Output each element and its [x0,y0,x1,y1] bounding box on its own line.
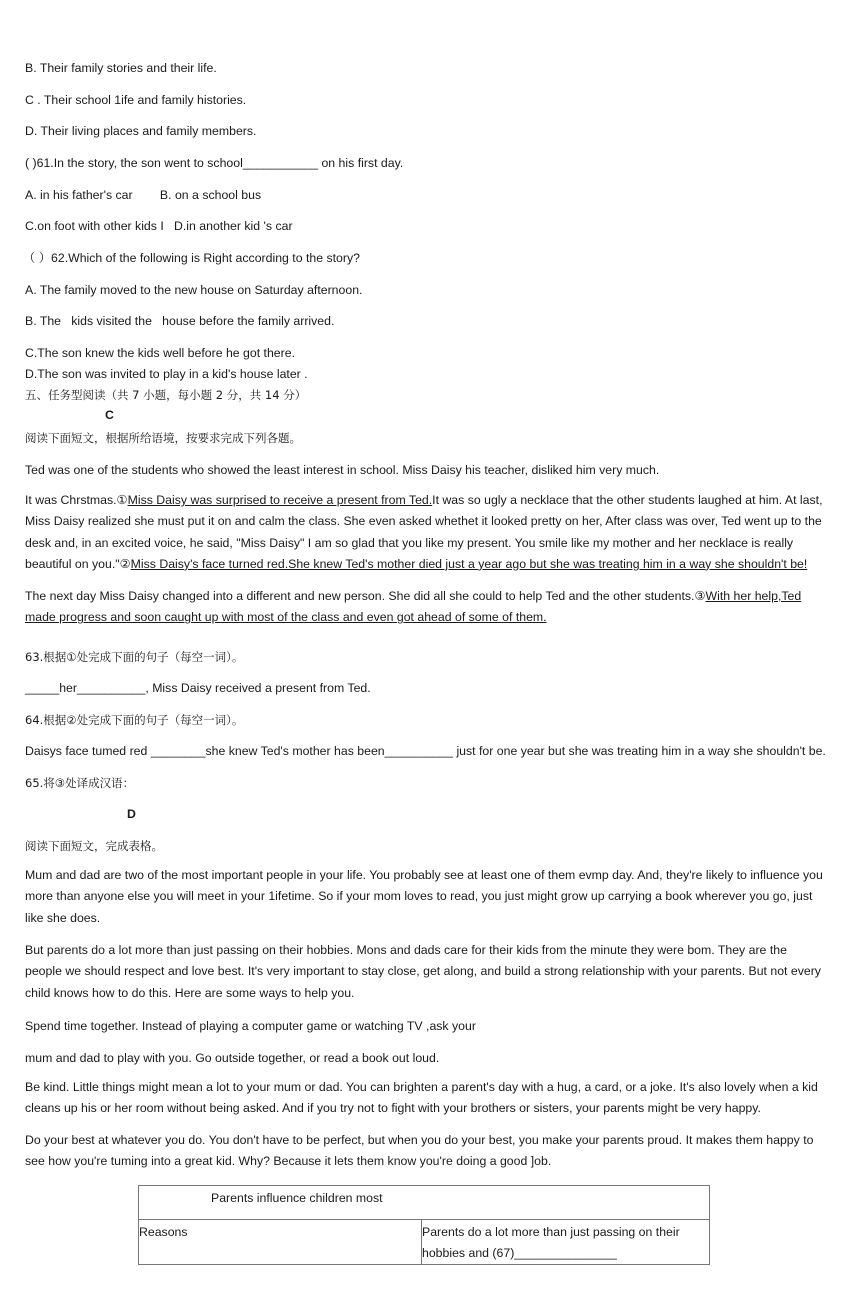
table-title: Parents influence children most [139,1186,710,1220]
passage-d-paragraph-6: Do your best at whatever you do. You don't have to be perfect, but when you do your best, you make your parents proud. It makes them happy to see how you're tuming into a great kid. Why? Because it lets them know you're doing a good ]ob. [25,1133,814,1169]
q62-option-a: A. The family moved to the new house on Saturday afternoon. [25,283,363,297]
passage-c-paragraph-3 [25,586,825,629]
passage-d-paragraph-3: Spend time together. Instead of playing a computer game or watching TV ,ask your [25,1019,476,1033]
question-63-fill: _____her__________, Miss Daisy received a present from Ted. [25,681,371,695]
underlined-sentence-3: With her help,Ted made progress and soon caught up with most of the class and even got ahead of some of them. [25,589,802,625]
q62-option-d: D.The son was invited to play in a kid's house later . [25,367,308,381]
instruction-d: 阅读下面短文，完成表格。 [25,839,163,853]
passage-c-p2-text-b: It was so ugly a necklace that the other students laughed at him. At last, Miss Daisy realized she must put it on and calm the class. She even asked whethet it looked pretty on her, After class was over, Ted went up to the desk and, in an excited voice, he said, "Miss Daisy" I am so glad that you like my present. You smile like my mother and her necklace is really beautiful on you."② [25,493,823,571]
instruction-c: 阅读下面短文，根据所给语境，按要求完成下列各题。 [25,431,301,445]
passage-c-paragraph-1: Ted was one of the students who showed the least interest in school. Miss Daisy his teacher, disliked him very much. [25,463,660,477]
q62-option-b: B. The kids visited the house before the family arrived. [25,314,335,328]
table-row-label: Reasons [139,1220,422,1265]
question-64-fill: Daisys face tumed red ________she knew Ted's mother has been__________ just for one year but she was treating him in a way she shouldn't be. [25,744,826,758]
q60-option-c: C . Their school 1ife and family histories. [25,93,247,107]
passage-d-paragraph-1: Mum and dad are two of the most important people in your life. You probably see at least one of them evmp day. And, they're likely to influence you more than anyone else you will meet in your 1ifetime. So if your mom loves to read, you just might grow up carrying a book wherever you go, just like she does. [25,868,823,925]
underlined-sentence-1: Miss Daisy was surprised to receive a present from Ted. [127,493,433,507]
q60-option-b: B. Their family stories and their life. [25,61,217,75]
passage-c-paragraph-2 [25,490,825,575]
summary-table [138,1185,710,1265]
passage-d-paragraph-2: But parents do a lot more than just passing on their hobbies. Mons and dads care for their kids from the minute they were bom. They are the people we should respect and love best. It's very important to stay close, get along, and build a strong relationship with your parents. But not every child knows how to do this. Here are some ways to help you. [25,943,821,1000]
passage-c-p3-text-a: The next day Miss Daisy changed into a different and new person. She did all she could to help Ted and the other students.③ [25,589,706,603]
q61-options-ab: A. in his father's car B. on a school bus [25,188,262,202]
passage-letter-d: D [127,807,136,821]
q61-stem: ( )61.In the story, the son went to school___________ on his first day. [25,156,404,170]
passage-letter-c: C [105,408,114,422]
q60-option-d: D. Their living places and family members. [25,124,257,138]
passage-d-paragraph-4: mum and dad to play with you. Go outside together, or read a book out loud. [25,1051,440,1065]
passage-c-p2-text-a: It was Chrstmas.① [25,493,128,507]
q62-stem: （ ）62.Which of the following is Right according to the story? [23,251,360,265]
q61-options-cd: C.on foot with other kids I D.in another kid 's car [25,219,293,233]
section-heading: 五、任务型阅读（共 7 小题，每小题 2 分，共 14 分） [25,388,307,402]
underlined-sentence-2: Miss Daisy's face turned red.She knew Ted's mother died just a year ago but she was treating him in a way she shouldn't be! [130,556,808,571]
table-row [139,1220,710,1265]
table-row-value: Parents do a lot more than just passing on their hobbies and (67)_______________ [422,1220,710,1265]
question-64: 64.根据②处完成下面的句子（每空一词）。 [25,713,244,727]
q62-option-c: C.The son knew the kids well before he got there. [25,346,295,360]
table-row [139,1186,710,1220]
question-63: 63.根据①处完成下面的句子（每空一词）。 [25,650,244,664]
passage-d-paragraph-5: Be kind. Little things might mean a lot to your mum or dad. You can brighten a parent's day with a hug, a card, or a joke. It's also lovely when a kid cleans up his or her room without being asked. And if you try not to fight with your brothers or sisters, your parents might be very happy. [25,1080,818,1116]
question-65: 65.将③处译成汉语： [25,776,135,790]
